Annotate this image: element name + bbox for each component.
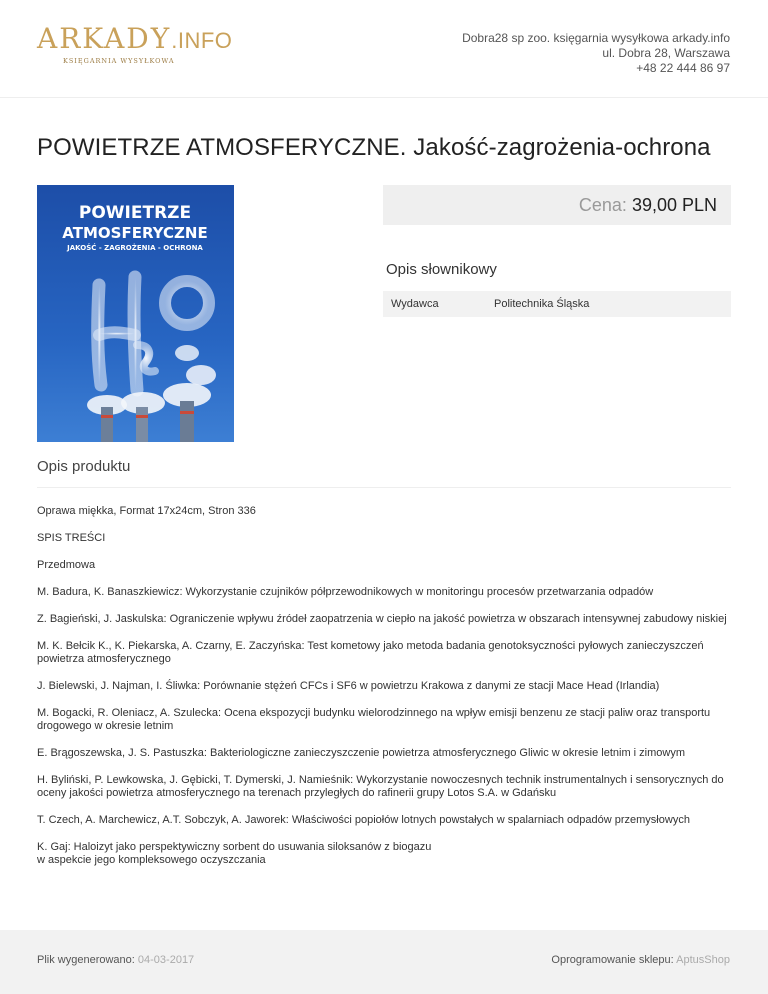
price-label: Cena:	[578, 195, 627, 215]
page-header	[0, 0, 768, 98]
logo-tagline: KSIĘGARNIA WYSYŁKOWA	[63, 57, 175, 65]
dictionary-key-publisher: Wydawca	[391, 298, 439, 310]
toc-item: K. Gaj: Haloizyt jako perspektywiczny sorbent do usuwania siloksanów z biogazu w aspekcie jego kompleksowego oczyszczania	[37, 841, 432, 866]
toc-item: M. Bogacki, R. Oleniacz, A. Szulecka: Ocena ekspozycji budynku wielorodzinnego na wpływ emisji benzenu ze stacji paliw oraz transportu drogowego w okresie letnim	[37, 707, 711, 732]
shop-name: Dobra28 sp zoo. księgarnia wysyłkowa arkady.info	[462, 31, 730, 45]
cover-title-line1: POWIETRZE	[78, 203, 192, 223]
toc-heading: SPIS TREŚCI	[37, 532, 106, 544]
toc-item: M. K. Bełcik K., K. Piekarska, A. Czarny, E. Zaczyńska: Test kometowy jako metoda badania genotoksyczności pyłowych zanieczyszczeń powietrza atmosferycznego	[37, 640, 704, 665]
toc-item: Z. Bagieński, J. Jaskulska: Ograniczenie wpływu źródeł zaopatrzenia w ciepło na jakość powietrza w obszarach intensywnej zabudowy niskiej	[37, 613, 727, 625]
cover-title-line2: ATMOSFERYCZNE	[62, 224, 208, 242]
cover-subtitle: JAKOŚĆ - ZAGROŻENIA - OCHRONA	[67, 244, 203, 252]
price-box	[383, 185, 731, 225]
shop-address: ul. Dobra 28, Warszawa	[602, 46, 730, 60]
generated-label: Plik wygenerowano:	[37, 954, 135, 966]
toc-item: Przedmowa	[37, 559, 96, 571]
toc-item: M. Badura, K. Banaszkiewicz: Wykorzystanie czujników półprzewodnikowych w monitoringu procesów przetwarzania odpadów	[37, 586, 654, 598]
software-info	[551, 954, 730, 966]
section-divider	[37, 487, 731, 488]
generated-date: 04-03-2017	[137, 954, 195, 966]
toc-item: E. Brągoszewska, J. S. Pastuszka: Bakteriologiczne zanieczyszczenie powietrza atmosferycznego Gliwic w okresie letnim i zimowym	[37, 747, 686, 759]
toc-item: J. Bielewski, J. Najman, I. Śliwka: Porównanie stężeń CFCs i SF6 w powietrzu Krakowa z danymi ze stacji Mace Head (Irlandia)	[37, 680, 660, 692]
logo-wordmark: ARKADY	[37, 22, 172, 55]
arkady-logo[interactable]	[37, 24, 237, 68]
generated-info	[37, 954, 194, 966]
toc-item: H. Byliński, P. Lewkowska, J. Gębicki, T. Dymerski, J. Namieśnik: Wykorzystanie nowoczesnych technik instrumentalnych i sensorycznych do oceny jakości powietrza atmosferycznego na terenach przyległych do rafinerii grupy Lotos S.A. w Gdańsku	[37, 774, 724, 799]
software-link[interactable]: AptusShop	[676, 954, 730, 966]
shop-phone: +48 22 444 86 97	[636, 61, 730, 75]
dictionary-table-row	[383, 291, 731, 317]
book-cover-image	[37, 185, 234, 442]
page-footer	[0, 930, 768, 994]
price-value: 39,00 PLN	[631, 195, 717, 215]
product-description	[37, 505, 731, 867]
logo-suffix: .INFO	[171, 28, 233, 53]
dictionary-value-publisher: Politechnika Śląska	[494, 298, 590, 310]
toc-item: T. Czech, A. Marchewicz, A.T. Sobczyk, A. Jaworek: Właściwości popiołów lotnych powstałych w spalarniach odpadów przemysłowych	[37, 814, 690, 826]
description-heading: Opis produktu	[37, 458, 131, 475]
dictionary-heading: Opis słownikowy	[386, 261, 497, 278]
product-title: POWIETRZE ATMOSFERYCZNE. Jakość-zagrożenia-ochrona	[37, 134, 711, 161]
shop-contact-info	[462, 31, 730, 76]
description-format: Oprawa miękka, Format 17x24cm, Stron 336	[37, 505, 256, 517]
software-label: Oprogramowanie sklepu:	[551, 954, 674, 966]
